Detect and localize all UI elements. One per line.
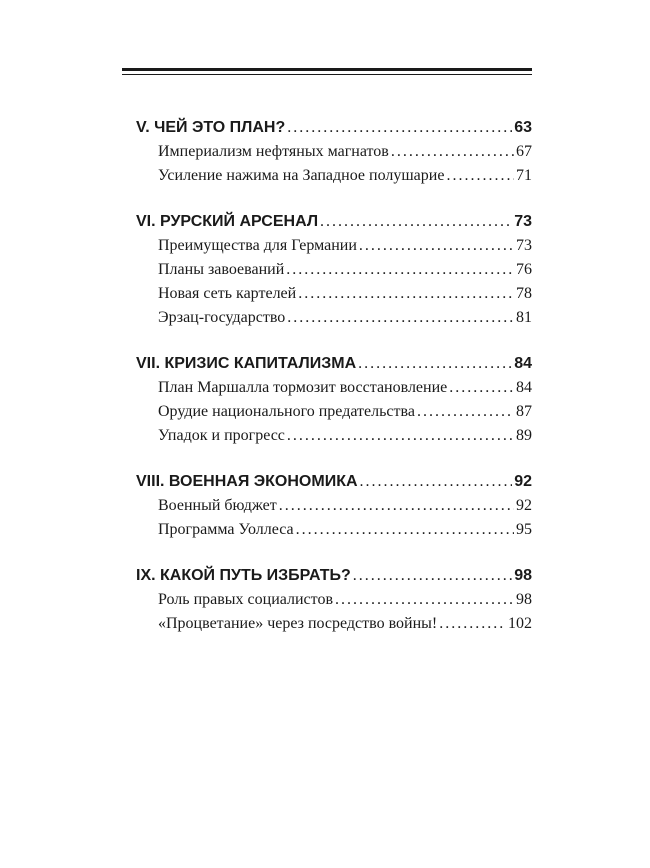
- chapter-title: VI. РУРСКИЙ АРСЕНАЛ: [136, 213, 319, 230]
- page-number: 92: [514, 473, 532, 490]
- dot-leader: [446, 164, 514, 188]
- dot-leader: [320, 210, 512, 234]
- table-of-contents: [136, 116, 532, 658]
- entry-title: Эрзац-государство: [158, 309, 286, 326]
- page-number: 98: [514, 567, 532, 584]
- entry-title: Новая сеть картелей: [158, 285, 297, 302]
- toc-entry: [136, 588, 532, 612]
- page-number: 63: [514, 119, 532, 136]
- toc-section-7: [136, 352, 532, 448]
- toc-entry: [136, 234, 532, 258]
- entry-title: Орудие национального предательства: [158, 403, 415, 420]
- page-number: 95: [516, 521, 532, 538]
- toc-entry: [136, 400, 532, 424]
- page-number: 81: [516, 309, 532, 326]
- dot-leader: [353, 564, 512, 588]
- entry-title: Империализм нефтяных магнатов: [158, 143, 389, 160]
- dot-leader: [287, 116, 512, 140]
- page-number: 78: [516, 285, 532, 302]
- page-number: 84: [516, 379, 532, 396]
- toc-entry: [136, 518, 532, 542]
- toc-section-9: [136, 564, 532, 636]
- dot-leader: [335, 588, 514, 612]
- chapter-title: V. ЧЕЙ ЭТО ПЛАН?: [136, 119, 286, 136]
- entry-title: Роль правых социалистов: [158, 591, 333, 608]
- chapter-title: VII. КРИЗИС КАПИТАЛИЗМА: [136, 355, 357, 372]
- dot-leader: [417, 400, 514, 424]
- dot-leader: [439, 612, 506, 636]
- toc-entry: [136, 140, 532, 164]
- toc-entry: [136, 258, 532, 282]
- chapter-title: VIII. ВОЕННАЯ ЭКОНОМИКА: [136, 473, 358, 490]
- toc-entry: [136, 612, 532, 636]
- entry-title: Усиление нажима на Западное полушарие: [158, 167, 445, 184]
- page-number: 73: [516, 237, 532, 254]
- chapter-entry: [136, 210, 532, 234]
- toc-entry: [136, 424, 532, 448]
- dot-leader: [287, 306, 514, 330]
- page-number: 87: [516, 403, 532, 420]
- entry-title: Военный бюджет: [158, 497, 277, 514]
- dot-leader: [360, 470, 513, 494]
- page-number: 89: [516, 427, 532, 444]
- header-rule-thin: [122, 74, 532, 75]
- toc-section-6: [136, 210, 532, 330]
- toc-entry: [136, 164, 532, 188]
- page-number: 71: [516, 167, 532, 184]
- toc-entry: [136, 306, 532, 330]
- page-number: 76: [516, 261, 532, 278]
- entry-title: Программа Уоллеса: [158, 521, 294, 538]
- chapter-entry: [136, 352, 532, 376]
- chapter-entry: [136, 470, 532, 494]
- toc-entry: [136, 376, 532, 400]
- dot-leader: [296, 518, 514, 542]
- chapter-title: IX. КАКОЙ ПУТЬ ИЗБРАТЬ?: [136, 567, 351, 584]
- header-rule-thick: [122, 68, 532, 71]
- entry-title: «Процветание» через посредство войны!: [158, 615, 438, 632]
- page-number: 84: [514, 355, 532, 372]
- toc-entry: [136, 282, 532, 306]
- chapter-entry: [136, 116, 532, 140]
- page-number: 92: [516, 497, 532, 514]
- dot-leader: [358, 352, 512, 376]
- page-number: 67: [516, 143, 532, 160]
- chapter-entry: [136, 564, 532, 588]
- entry-title: План Маршалла тормозит восстановление: [158, 379, 448, 396]
- entry-title: Упадок и прогресс: [158, 427, 285, 444]
- toc-section-8: [136, 470, 532, 542]
- page-number: 102: [508, 615, 532, 632]
- dot-leader: [286, 258, 514, 282]
- dot-leader: [391, 140, 514, 164]
- dot-leader: [287, 424, 514, 448]
- toc-section-5: [136, 116, 532, 188]
- dot-leader: [359, 234, 514, 258]
- entry-title: Преимущества для Германии: [158, 237, 357, 254]
- entry-title: Планы завоеваний: [158, 261, 285, 278]
- page-number: 73: [514, 213, 532, 230]
- dot-leader: [279, 494, 514, 518]
- toc-entry: [136, 494, 532, 518]
- dot-leader: [449, 376, 514, 400]
- page-number: 98: [516, 591, 532, 608]
- dot-leader: [298, 282, 514, 306]
